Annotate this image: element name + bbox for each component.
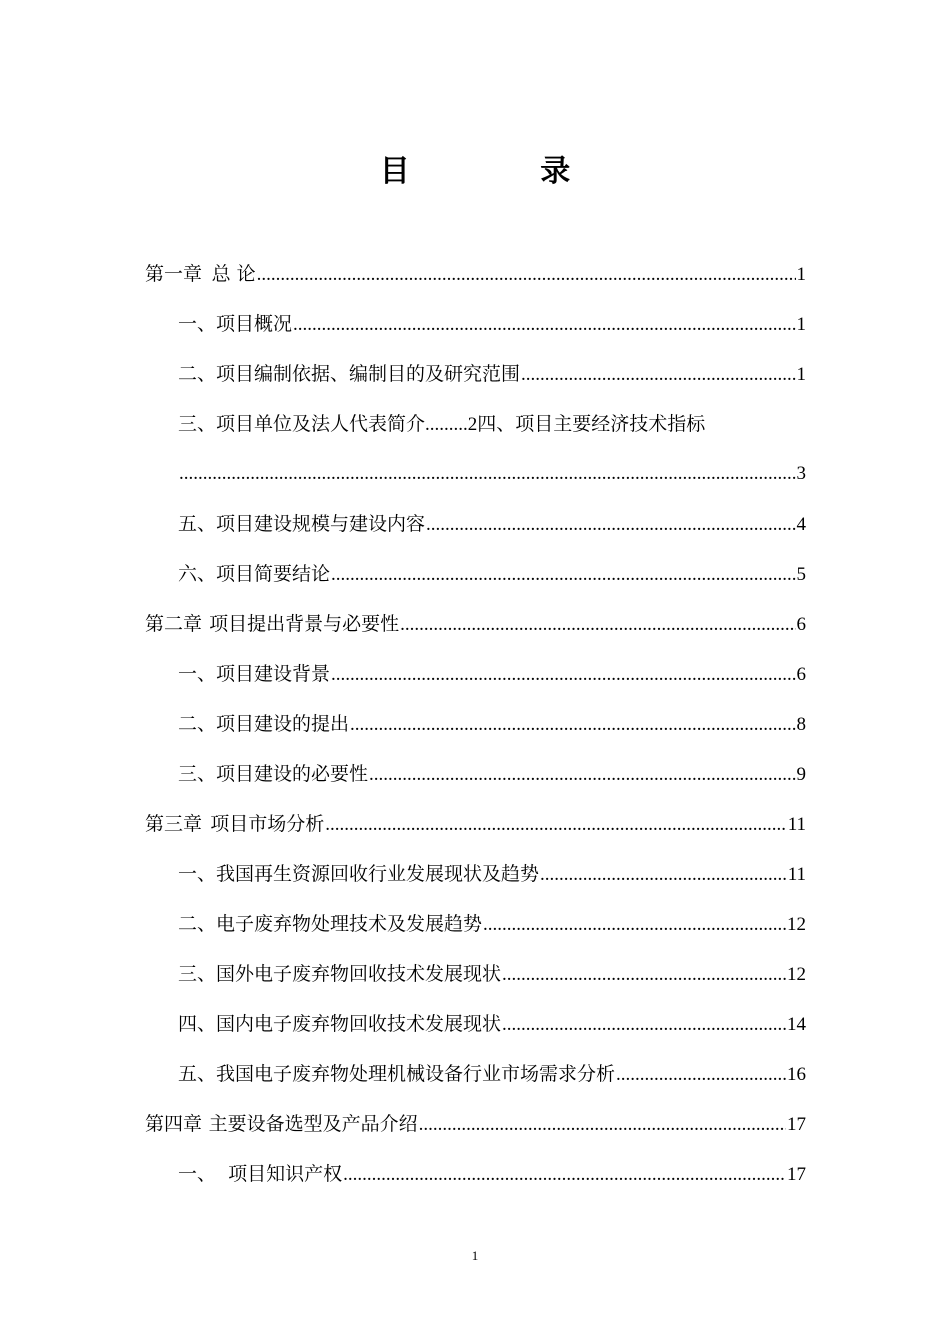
toc-entry-text: 二、电子废弃物处理技术及发展趋势 [178,913,483,935]
toc-entry-text: 五、我国电子废弃物处理机械设备行业市场需求分析 [178,1063,616,1085]
toc-entry-text: 项目提出背景与必要性 [209,613,400,635]
toc-page-number: 1 [796,264,806,285]
table-of-contents [145,256,806,1206]
toc-entry[interactable] [145,1056,806,1106]
toc-entry-text: 一、 项目知识产权 [178,1163,343,1185]
toc-chapter-label: 第四章 [145,1113,203,1135]
toc-leader-dots [502,957,786,993]
toc-entry[interactable] [145,556,806,606]
toc-entry[interactable] [145,406,806,456]
toc-entry-chapter-1[interactable] [145,256,806,306]
toc-entry[interactable] [145,1006,806,1056]
toc-entry-chapter-2[interactable] [145,606,806,656]
toc-entry[interactable] [145,956,806,1006]
toc-leader-dots [369,757,795,793]
toc-entry-text: 一、项目建设背景 [178,663,331,685]
toc-page-number: 6 [796,664,806,685]
toc-leader-dots [350,707,795,743]
toc-page-number: 3 [796,463,806,484]
toc-entry-text-continued: 四、项目主要经济技术指标 [477,413,706,435]
toc-leader-dots [331,657,795,693]
toc-leader-dots [616,1057,786,1093]
toc-page-number: 16 [787,1064,806,1085]
toc-leader-dots [540,857,787,893]
toc-entry-chapter-4[interactable] [145,1106,806,1156]
toc-page-number: 2 [467,414,478,435]
toc-entry[interactable] [145,856,806,906]
toc-entry-text: 三、国外电子废弃物回收技术发展现状 [178,963,502,985]
toc-leader-dots [483,907,786,943]
toc-page-number: 11 [787,814,806,835]
toc-leader-dots [502,1007,786,1043]
toc-page-number: 14 [787,1014,806,1035]
toc-chapter-label: 第一章 [145,263,203,285]
toc-page-number: 11 [787,864,806,885]
toc-leader-dots [400,607,795,643]
toc-entry-text: 一、我国再生资源回收行业发展现状及趋势 [178,863,540,885]
toc-page-number: 9 [796,764,806,785]
toc-page-number: 6 [796,614,806,635]
toc-leader-dots [325,807,786,843]
toc-leader-dots [293,307,795,343]
toc-leader-dots [426,507,795,543]
toc-page-number: 1 [796,364,806,385]
toc-page-number: 12 [787,964,806,985]
toc-page-number: 4 [796,514,806,535]
toc-entry-text: 主要设备选型及产品介绍 [208,1113,418,1135]
toc-leader-dots [419,1107,786,1143]
toc-entry[interactable] [145,1156,806,1206]
toc-entry[interactable] [145,306,806,356]
toc-chapter-label: 第三章 [145,813,203,835]
toc-entry-text: 五、项目建设规模与建设内容 [178,513,426,535]
toc-entry[interactable] [145,356,806,406]
toc-entry-chapter-3[interactable] [145,806,806,856]
toc-entry[interactable] [145,656,806,706]
toc-entry[interactable] [145,906,806,956]
toc-page-number: 1 [796,314,806,335]
toc-page-number: 12 [787,914,806,935]
toc-entry-text: 一、项目概况 [178,313,293,335]
toc-entry-continuation[interactable] [145,456,806,506]
page-title: 目 录 [379,154,631,189]
toc-entry-text: 总 论 [211,263,256,285]
toc-entry-text: 二、项目建设的提出 [178,713,350,735]
toc-leader-dots: ......... [425,414,468,435]
toc-entry[interactable] [145,706,806,756]
toc-page-number: 8 [796,714,806,735]
toc-entry-text: 二、项目编制依据、编制目的及研究范围 [178,363,521,385]
toc-entry-text: 六、项目简要结论 [178,563,331,585]
toc-entry-text: 四、国内电子废弃物回收技术发展现状 [178,1013,502,1035]
toc-page-number: 17 [787,1164,806,1185]
toc-leader-dots [521,357,795,393]
toc-chapter-label: 第二章 [145,613,203,635]
toc-entry-text: 项目市场分析 [210,813,325,835]
toc-entry[interactable] [145,506,806,556]
toc-entry[interactable] [145,756,806,806]
page-number: 1 [471,1248,479,1263]
toc-leader-dots [343,1157,786,1193]
toc-leader-dots [179,456,796,492]
toc-leader-dots [257,257,796,293]
toc-page-number: 17 [787,1114,806,1135]
toc-page-number: 5 [796,564,806,585]
toc-leader-dots [331,557,795,593]
toc-entry-text: 三、项目单位及法人代表简介 [178,413,426,435]
toc-entry-text: 三、项目建设的必要性 [178,763,369,785]
